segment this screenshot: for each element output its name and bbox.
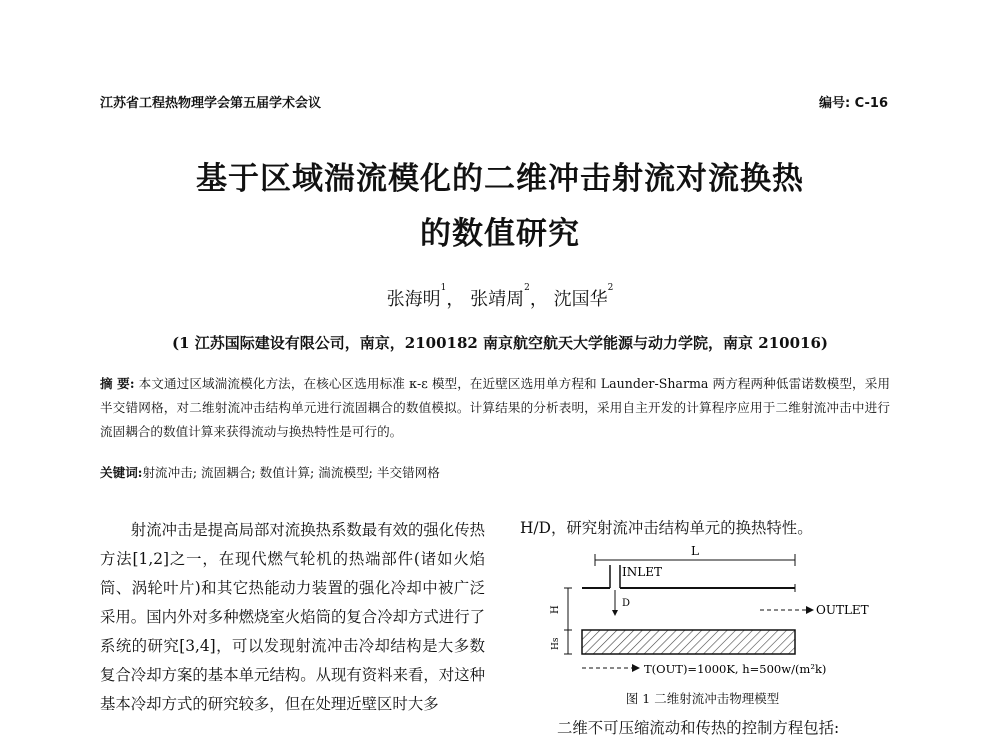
label-outlet: OUTLET: [816, 603, 869, 617]
author-affiliation-mark: 2: [524, 283, 530, 293]
keywords-text: 射流冲击; 流固耦合; 数值计算; 湍流模型; 半交错网格: [142, 465, 440, 480]
figure-caption: 图 1 二维射流冲击物理模型: [625, 691, 780, 706]
figure-physical-model: [520, 540, 885, 688]
author-affiliation-mark: 1: [440, 283, 447, 293]
conference-header: 江苏省工程热物理学会第五届学术会议: [100, 96, 322, 111]
abstract-text: 本文通过区域湍流模化方法，在核心区选用标准 κ-ε 模型，在近壁区选用单方程和 Launder-Sharma 两方程两种低雷诺数模型，采用半交错网格，对二维射流冲击结构单元进行流固耦合的数值模拟。计算结果的分析表明，采用自主开发的计算程序应用于二维射流冲击中进行流固耦合的数值计算来获得流动与换热特性是可行的。: [100, 376, 890, 439]
boundary-condition-text: T(OUT)=1000K, h=500w/(m²k): [644, 662, 827, 676]
body-left-column: [100, 516, 485, 719]
paper-id: 编号: C-16: [818, 96, 888, 111]
keywords: [100, 462, 440, 481]
paper-title-line2: 的数值研究: [420, 216, 580, 252]
author-list: 张海明$^1$， 张靖周$^2$， 沈国华$^2$: [386, 283, 614, 310]
paper-title-line1: 基于区域湍流模化的二维冲击射流对流换热: [196, 161, 804, 197]
body-right-intro: H/D，研究射流冲击结构单元的换热特性。: [520, 519, 813, 537]
label-Hs: Hs: [551, 637, 561, 650]
outlet-arrow-head: [806, 606, 814, 614]
label-D: D: [622, 598, 631, 609]
keywords-label: 关键词:: [100, 465, 143, 480]
label-L: L: [691, 544, 699, 558]
author-name: 张靖周: [470, 289, 525, 310]
author-affiliation-mark: 2: [607, 283, 614, 293]
body-right-equations-intro: 二维不可压缩流动和传热的控制方程包括:: [557, 719, 840, 737]
boundary-arrow-head: [632, 664, 640, 672]
abstract: [100, 372, 890, 444]
author-name: 沈国华: [553, 289, 608, 310]
author-name: 张海明: [386, 289, 441, 310]
affiliation: (1 江苏国际建设有限公司，南京，2100182 南京航空航天大学能源与动力学院，南京 210016): [172, 334, 828, 352]
label-H: H: [550, 605, 561, 614]
jet-arrow-head: [612, 610, 618, 616]
body-paragraph: 射流冲击是提高局部对流换热系数最有效的强化传热方法[1,2]之一，在现代燃气轮机的热端部件(诸如火焰筒、涡轮叶片)和其它热能动力装置的强化冷却中被广泛采用。国内外对多种燃烧室火焰筒的复合冷却方式进行了系统的研究[3,4]，可以发现射流冲击冷却结构是大多数复合冷却方案的基本单元结构。从现有资料来看，对这种基本冷却方式的研究较多，但在处理近壁区时大多: [100, 521, 485, 713]
target-plate: [582, 630, 795, 654]
abstract-label: 摘 要:: [100, 376, 135, 391]
label-inlet: INLET: [622, 565, 662, 579]
